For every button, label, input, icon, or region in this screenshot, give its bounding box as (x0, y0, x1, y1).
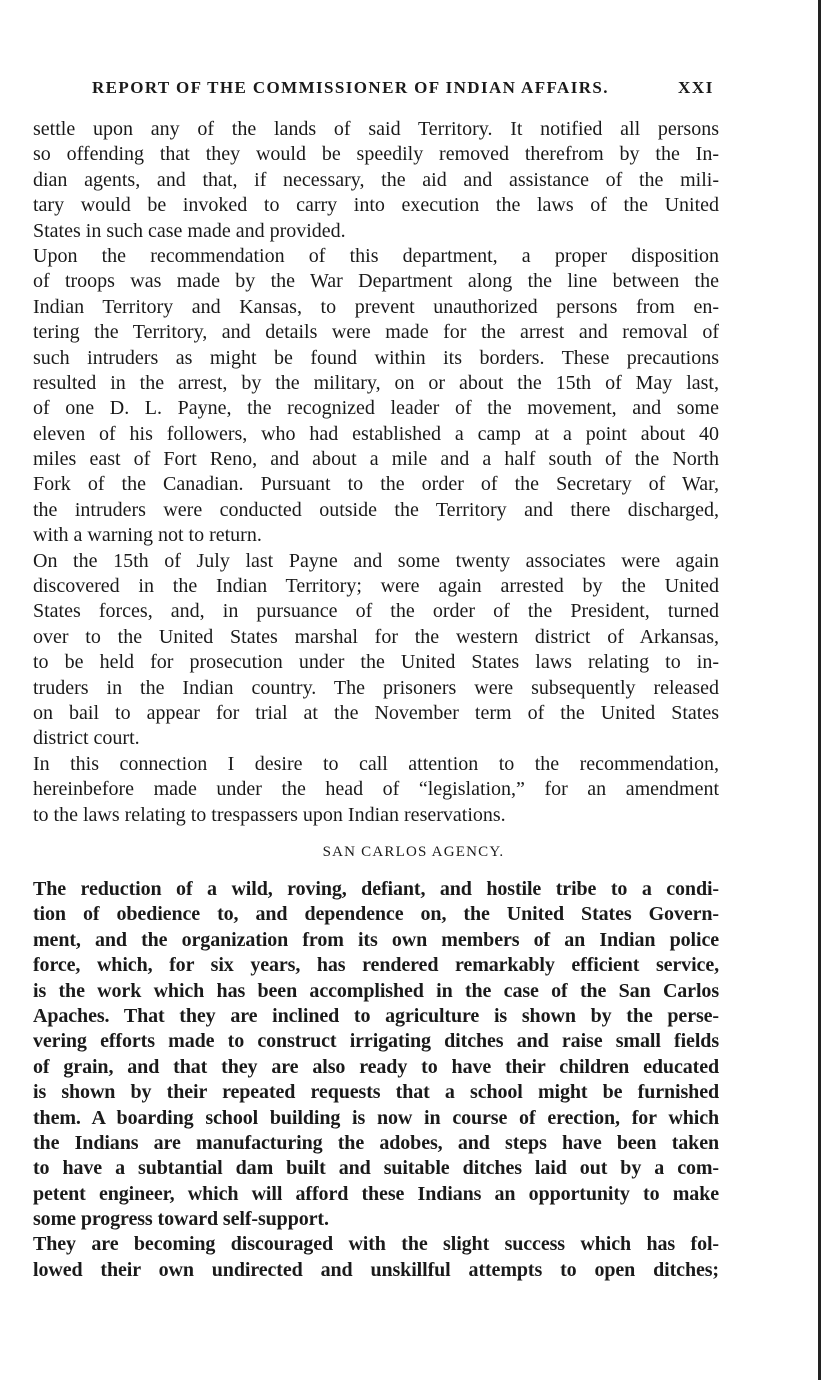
page-edge-rule (818, 0, 821, 1380)
text-line: is shown by their repeated requests that a school might be furnished (33, 1081, 719, 1104)
text-line: of grain, and that they are also ready to have their children educated (33, 1055, 719, 1078)
text-line: some progress toward self-support. (33, 1208, 329, 1231)
text-line: resulted in the arrest, by the military, on or about the 15th of May last, (33, 371, 719, 394)
text-line: eleven of his followers, who had established a camp at a point about 40 (33, 422, 719, 445)
text-line: On the 15th of July last Payne and some twenty associates were again (33, 549, 719, 572)
text-line: Fork of the Canadian. Pursuant to the order of the Secretary of War, (33, 473, 719, 496)
text-line: to be held for prosecution under the United States laws relating to in- (33, 651, 719, 674)
text-line: of one D. L. Payne, the recognized leader of the movement, and some (33, 397, 719, 420)
text-line: of troops was made by the War Department along the line between the (33, 270, 719, 293)
text-line: Upon the recommendation of this department, a proper disposition (33, 244, 719, 267)
text-line: district court. (33, 727, 140, 750)
text-line: such intruders as might be found within its borders. These precautions (33, 346, 719, 369)
text-line: Indian Territory and Kansas, to prevent unauthorized persons from en- (33, 295, 719, 318)
text-line: Apaches. That they are inclined to agriculture is shown by the perse- (33, 1004, 719, 1027)
text-line: to the laws relating to trespassers upon Indian reservations. (33, 803, 506, 826)
text-line: The reduction of a wild, roving, defiant, and hostile tribe to a condi- (33, 878, 719, 900)
text-line: to have a subtantial dam built and suitable ditches laid out by a com- (33, 1157, 719, 1180)
text-line: States in such case made and provided. (33, 219, 346, 242)
text-line: discovered in the Indian Territory; were again arrested by the United (33, 575, 719, 598)
running-head (0, 74, 827, 104)
text-line: tering the Territory, and details were made for the arrest and removal of (33, 321, 719, 344)
body-text-part-1 (33, 117, 719, 828)
text-line: is the work which has been accomplished in the case of the San Carlos (33, 979, 719, 1002)
text-line: petent engineer, which will afford these Indians an opportunity to make (33, 1182, 719, 1205)
text-line: hereinbefore made under the head of “legislation,” for an amendment (33, 778, 719, 801)
running-title: REPORT OF THE COMMISSIONER OF INDIAN AFFAIRS. (92, 78, 609, 97)
text-line: miles east of Fort Reno, and about a mile and a half south of the North (33, 448, 719, 471)
text-line: dian agents, and that, if necessary, the aid and assistance of the mili- (33, 168, 719, 191)
text-line: the intruders were conducted outside the Territory and there discharged, (33, 498, 719, 521)
text-line: tary would be invoked to carry into execution the laws of the United (33, 194, 719, 217)
text-line: States forces, and, in pursuance of the order of the President, turned (33, 600, 719, 623)
text-line: settle upon any of the lands of said Territory. It notified all persons (33, 118, 719, 140)
text-line: tion of obedience to, and dependence on, the United States Govern- (33, 903, 719, 926)
text-line: ment, and the organization from its own members of an Indian police (33, 928, 719, 951)
text-line: so offending that they would be speedily removed therefrom by the In- (33, 143, 719, 166)
text-line: over to the United States marshal for the western district of Arkansas, (33, 625, 719, 648)
text-line: truders in the Indian country. The prisoners were subsequently released (33, 676, 719, 699)
section-heading: SAN CARLOS AGENCY. (322, 844, 505, 860)
body-text-part-2 (33, 877, 719, 1283)
text-line: the Indians are manufacturing the adobes, and steps have been taken (33, 1131, 719, 1154)
text-line: vering efforts made to construct irrigating ditches and raise small fields (33, 1030, 719, 1053)
text-line: on bail to appear for trial at the November term of the United States (33, 701, 719, 724)
text-line: lowed their own undirected and unskillful attempts to open ditches; (33, 1258, 719, 1281)
text-line: force, which, for six years, has rendered remarkably efficient service, (33, 954, 719, 977)
text-line: In this connection I desire to call attention to the recommendation, (33, 752, 719, 775)
text-line: with a warning not to return. (33, 524, 262, 547)
page-number: XXI (678, 78, 714, 97)
text-line: They are becoming discouraged with the slight success which has fol- (33, 1233, 719, 1256)
text-line: them. A boarding school building is now in course of erection, for which (33, 1106, 719, 1129)
